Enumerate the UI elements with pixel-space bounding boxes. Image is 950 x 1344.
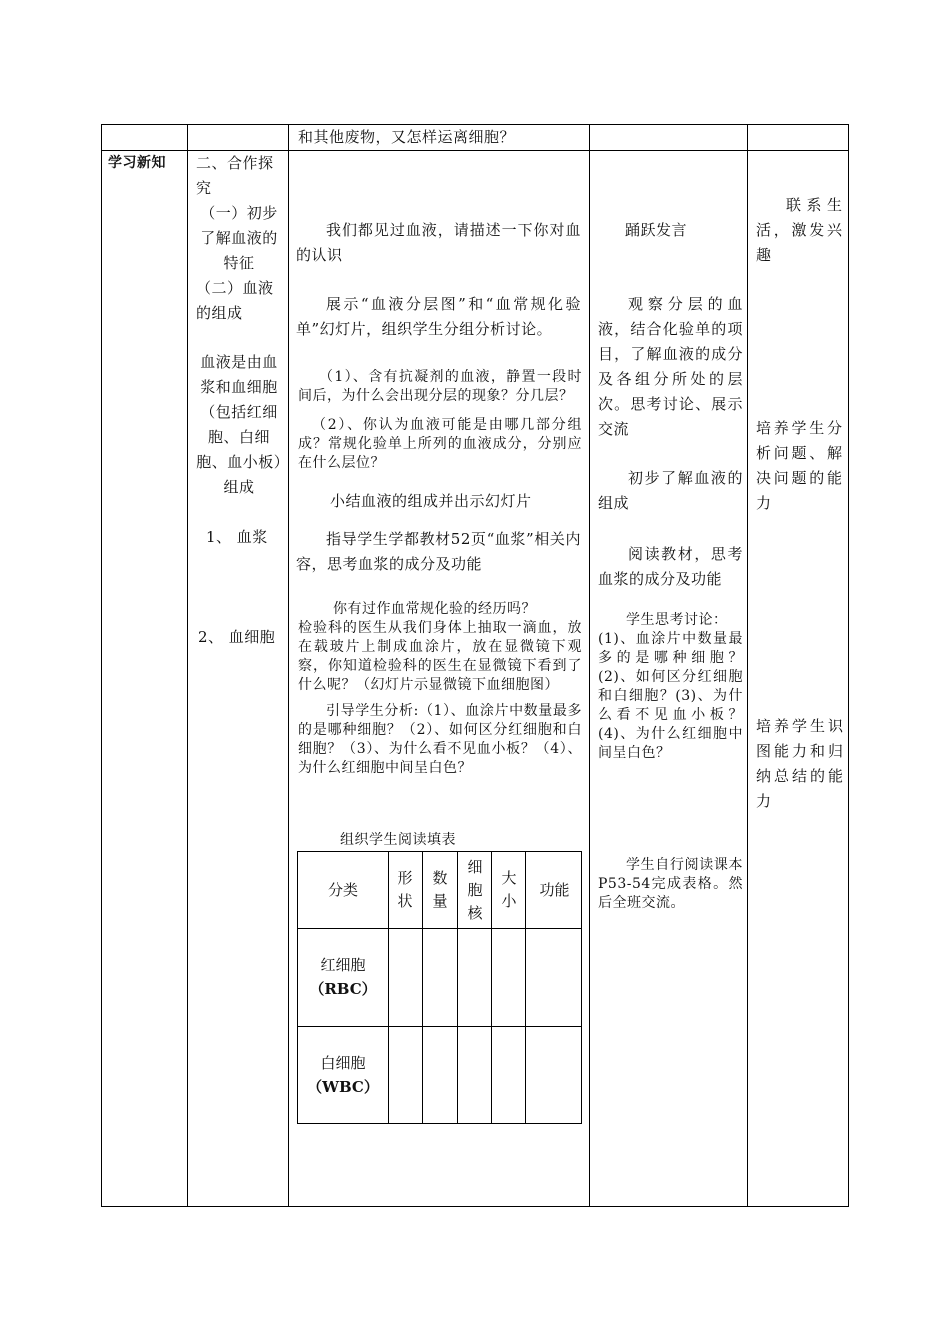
table-col-divider: [747, 124, 748, 1207]
col2-item1: 1、 血浆: [206, 528, 268, 546]
col3-p3: （1）、含有抗凝剂的血液，静置一段时间后，为什么会出现分层的现象？分几层？: [298, 369, 582, 404]
col5-p2: 培养学生分析问题、解决问题的能力: [756, 419, 844, 512]
col4-p1: 踊跃发言: [625, 221, 688, 239]
col3-p5: 小结血液的组成并出示幻灯片: [330, 492, 532, 510]
reading-table-row-rbc-name: 红细胞: [320, 956, 366, 974]
reading-table-header-nucleus: 细胞核: [467, 858, 483, 922]
col3-p2: 展示“血液分层图”和“血常规化验单”幻灯片，组织学生分组分析讨论。: [296, 295, 581, 338]
reading-table: [297, 851, 582, 1124]
section-title: 学习新知: [108, 155, 166, 171]
reading-table-header-category: 分类: [327, 881, 358, 899]
col2-heading: 二、合作探究: [196, 154, 274, 197]
top-row-text: 和其他废物，又怎样运离细胞？: [298, 128, 516, 146]
col4-p3: 初步了解血液的组成: [598, 469, 743, 512]
reading-table-header-count: 数量: [432, 869, 448, 910]
reading-table-header-size: 大小: [501, 869, 517, 910]
col5-p1: 联系生活，激发兴趣: [756, 196, 844, 264]
table-border-right: [848, 124, 849, 1207]
col3-p8: 检验科的医生从我们身体上抽取一滴血，放在载玻片上制成血涂片，放在显微镜下观察，你知道检验科的医生在显微镜下看到了什么呢？（幻灯片示显微镜下血细胞图）: [298, 620, 582, 693]
table-col-divider: [187, 124, 188, 1207]
col4-p4: 阅读教材，思考血浆的成分及功能: [598, 545, 743, 588]
col3-p4: （2）、你认为血液可能是由哪几部分组成？常规化验单上所列的血液成分，分别应在什么层位？: [298, 417, 582, 471]
col3-p9: 引导学生分析:（1）、血涂片中数量最多的是哪种细胞？（2）、如何区分红细胞和白细胞？（3）、为什么看不见血小板？（4）、为什么红细胞中间呈白色？: [298, 703, 582, 776]
table-col-divider: [288, 124, 289, 1207]
col3-p7: 你有过作血常规化验的经历吗？: [333, 601, 536, 617]
col2-sub1: （一）初步了解血液的特征: [200, 204, 278, 272]
reading-table-row-wbc-name: 白细胞: [320, 1054, 366, 1072]
col5-p3: 培养学生识图能力和归纳总结的能力: [756, 717, 844, 810]
col4-p2: 观察分层的血液，结合化验单的项目，了解血液的成分及各组分所处的层次。思考讨论、展示交流: [598, 295, 743, 438]
reading-table-row-wbc-abbr: （WBC）: [307, 1078, 379, 1096]
col2-item2: 2、 血细胞: [198, 628, 276, 646]
col2-composition: 血液是由血浆和血细胞（包括红细胞、白细胞、血小板）组成: [196, 353, 282, 496]
col4-p5: 学生思考讨论：: [626, 612, 728, 628]
reading-table-title: 组织学生阅读填表: [340, 832, 456, 848]
table-col-divider: [589, 124, 590, 1207]
reading-table-header-function: 功能: [539, 881, 570, 899]
col2-sub2: （二）血液的组成: [196, 279, 274, 322]
reading-table-header-shape: 形状: [397, 869, 413, 910]
table-border-bottom: [101, 1206, 849, 1207]
reading-table-row-rbc-abbr: （RBC）: [309, 980, 377, 998]
col3-p1: 我们都见过血液，请描述一下你对血的认识: [296, 221, 581, 264]
col4-p7: 学生自行阅读课本P53-54完成表格。然后全班交流。: [598, 857, 743, 911]
table-border-left: [101, 124, 102, 1207]
col3-p6: 指导学生学都教材52页“血浆”相关内容，思考血浆的成分及功能: [296, 530, 581, 573]
col4-p6: (1)、血涂片中数量最多的是哪种细胞？(2)、如何区分红细胞和白细胞？(3)、为什么看不见血小板？(4)、为什么红细胞中间呈白色？: [598, 631, 743, 761]
